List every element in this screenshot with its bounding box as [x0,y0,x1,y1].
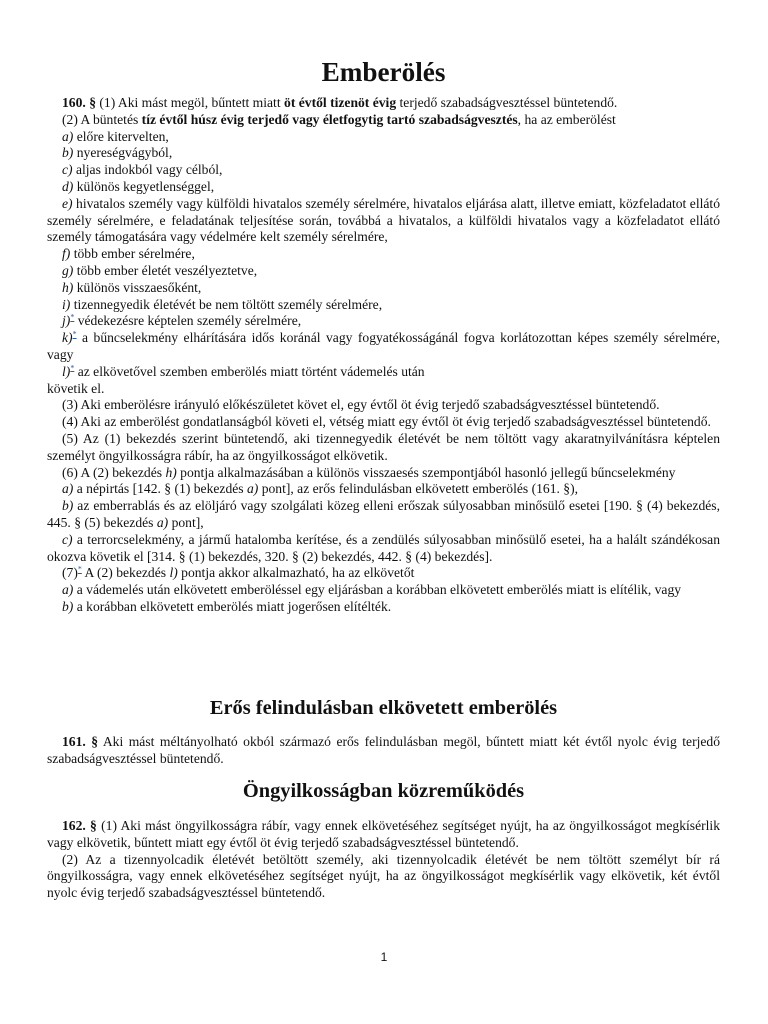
list-tail: követik el. [47,380,105,396]
item-letter: d) [62,178,74,194]
paragraph-160-6 [47,465,720,482]
item-letter: b) [62,145,74,161]
item-text: védekezésre képtelen személy sérelmére, [74,313,302,329]
text: (1) Aki mást megöl, bűntett miatt [95,95,285,110]
item-text: hivatalos személy vagy külföldi hivatalos személy sérelmére, hivatalos eljárása alatt, illetve emiatt, közfeladatot ellátó személy sérelmére, e feladatának teljesítése során, továbbá a hivatalos, a külföldi hivatalos vagy a közfeladatot ellátó személy támogatására vagy védelmére kelt személy sérelmére, [47,195,720,245]
text: pontja alkalmazásában a különös visszaesés szempontjából hasonló jellegű bűncselekmény [176,464,676,480]
heading-eros-felindulas: Erős felindulásban elkövetett emberölés [209,697,558,719]
text: (7) [62,565,78,581]
item-letter: f) [62,246,71,262]
list-item-7a [47,582,720,599]
paragraph-160-3: (3) Aki emberölésre irányuló előkészületet követ el, egy évtől öt évig terjedő szabadságvesztéssel büntetendő. [62,397,660,413]
paragraph-162-1 [47,818,720,852]
paragraph-160-5: (5) Az (1) bekezdés szerint büntetendő, aki tizennegyedik életévét be nem töltött vagy akaratnyilvánításra képtelen személyt öngyilkosságra rábír, ha az öngyilkosságot elkövetik. [47,430,720,463]
item-letter: h) [62,279,74,295]
item-letter: c) [62,531,73,547]
paragraph-160-4: (4) Aki az emberölést gondatlanságból követi el, vétség miatt egy évtől öt évig terjedő szabadságvesztéssel büntetendő. [62,414,711,430]
list-item-h [47,280,720,297]
list-item-g [47,263,720,280]
list-item-j [47,313,720,330]
emphasis: öt évtől tizenöt évig [284,95,397,110]
item-letter: b) [62,498,74,514]
footnote-link[interactable]: * [77,564,82,574]
paragraph-162-2: (2) Az a tizennyolcadik életévét betöltött személy, aki tizennyolcadik életévét be nem töltött személyt bír rá öngyilkosságra, vagy ennek elkövetéséhez segítséget nyújt, ha az öngyilkosságot megkísérlik vagy elkövetik, két évtől nyolc évig terjedő szabadságvesztéssel büntetendő. [47,851,720,901]
item-letter: b) [62,598,74,614]
list-item-i [47,297,720,314]
text: (2) A büntetés [62,111,142,127]
item-text: az emberrablás és az elöljáró vagy szolgálati közeg elleni erőszak súlyosabban minősülő esetei [190. § (4) bekezdés, 445. § (5) bekezdés [47,498,720,530]
item-text: több ember életét veszélyeztetve, [73,262,258,278]
item-letter: a) [62,481,74,497]
item-letter: i) [62,296,71,312]
heading-emberoles: Emberölés [321,57,446,87]
emphasis: tíz évtől húsz évig terjedő vagy életfogytig tartó szabadságvesztés [141,111,518,127]
list-item-7b [47,599,720,616]
list-item-l [47,364,720,381]
item-text: az elkövetővel szemben emberölés miatt történt vádemelés után [74,363,425,379]
text: terjedő szabadságvesztéssel büntetendő. [396,95,618,110]
item-text: tizennegyedik életévét be nem töltött személy sérelmére, [70,296,383,312]
item-letter: a) [62,582,74,598]
text: (1) Aki mást öngyilkosságra rábír, vagy ennek elkövetéséhez segítséget nyújt, ha az öngyilkosságot megkísérlik vagy elkövetik, bűntett miatt egy évtől öt évig terjedő szabadságvesztéssel büntetendő. [47,818,720,850]
footnote-link[interactable]: * [70,312,75,322]
item-reference: h) [165,464,177,480]
text: Aki mást méltányolható okból származó erős felindulásban megöl, bűntett miatt két évtől nyolc évig terjedő szabadságvesztéssel büntetendő. [47,734,720,766]
item-text: pont], [168,514,204,530]
item-reference: l) [169,565,178,581]
text: pontja akkor alkalmazható, ha az elkövetőt [177,565,415,581]
section-160 [47,95,720,616]
footnote-link[interactable]: * [72,329,77,339]
list-item-6a [47,481,720,498]
item-text: a népirtás [142. § (1) bekezdés [73,481,247,497]
item-text: a terrorcselekmény, a jármű hatalomba kerítése, és a zendülés súlyosabban minősülő esetei, ha a halált szándékosan okozva követik el [314. § (1) bekezdés, 320. § (2) bekezdés, 442. § (4) bekezdés]. [47,531,720,564]
item-letter: e) [62,195,73,211]
paragraph-161 [47,734,720,768]
heading-ongyilkossag: Öngyilkosságban közreműködés [242,780,525,802]
list-item-a [47,129,720,146]
item-text: előre kitervelten, [73,128,169,144]
list-item-c [47,162,720,179]
list-item-k [47,330,720,364]
item-text: különös kegyetlenséggel, [73,178,215,194]
item-text: különös visszaesőként, [73,279,202,295]
item-text: a vádemelés után elkövetett emberöléssel egy eljárásban a korábban elkövetett emberölés miatt is elítélik, vagy [73,582,682,598]
list-item-d [47,179,720,196]
item-letter: k) [62,330,73,346]
item-text: a korábban elkövetett emberölés miatt jogerősen elítélték. [73,598,392,614]
text: A (2) bekezdés [81,565,170,581]
item-letter: l) [62,363,71,379]
paragraph-160-2 [47,112,720,129]
list-item-6c [47,532,720,566]
item-letter: c) [62,162,73,178]
paragraph-160-7 [47,565,720,582]
item-text: nyereségvágyból, [73,145,173,161]
list-item-6b [47,498,720,532]
section-number: 161. § [62,734,99,749]
item-text: aljas indokból vagy célból, [72,162,223,178]
page-number: 1 [380,950,388,964]
item-text: a bűncselekmény elhárítására idős koránál vagy fogyatékosságánál fogva korlátozottan képes személy sérelmére, vagy [47,330,720,362]
item-text: több ember sérelmére, [70,246,195,262]
footnote-link[interactable]: * [70,363,75,373]
list-item-e [47,196,720,246]
section-161 [47,734,720,768]
text: , ha az emberölést [517,111,616,127]
item-letter: a) [62,128,74,144]
item-text: pont], az erős felindulásban elkövetett emberölés (161. §), [258,481,579,497]
item-reference: a) [246,481,259,497]
section-162 [47,818,720,902]
text: (6) A (2) bekezdés [62,464,166,480]
paragraph-160-1 [47,95,720,112]
section-number: 160. § [62,95,96,110]
section-number: 162. § [62,818,97,833]
item-letter: j) [62,313,71,329]
item-letter: g) [62,262,74,278]
item-reference: a) [156,514,169,530]
list-item-f [47,246,720,263]
list-item-b [47,145,720,162]
